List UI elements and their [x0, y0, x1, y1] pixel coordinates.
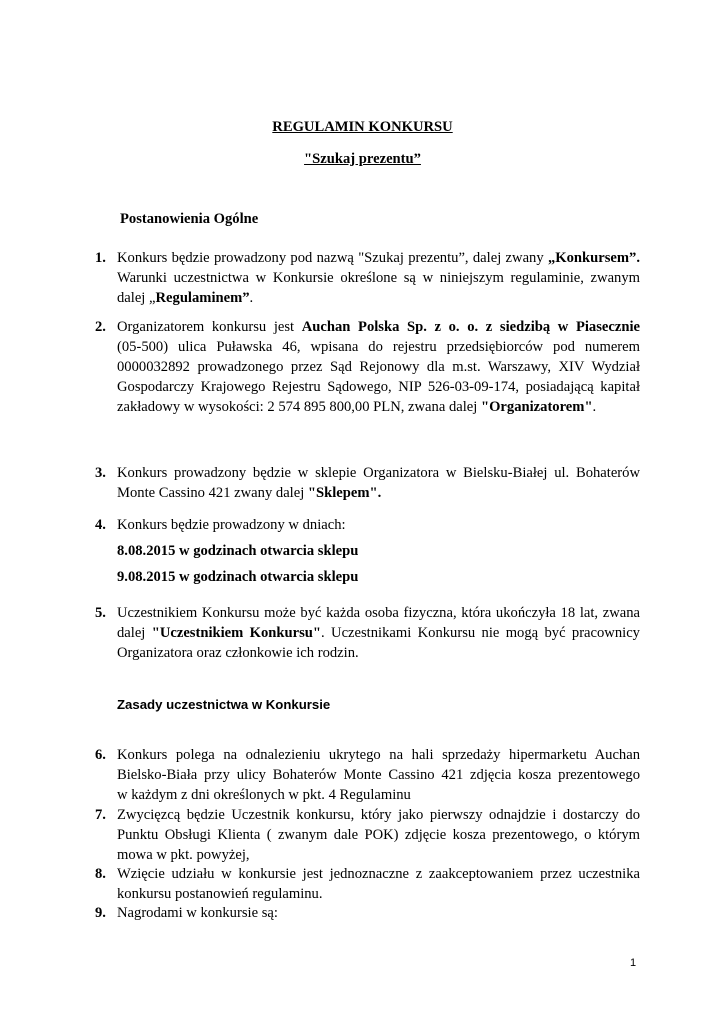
- item-number: 2.: [95, 319, 106, 335]
- item-text: Wzięcie udziału w konkursie jest jednoznaczne z zaakceptowaniem przez uczestnika: [117, 866, 640, 882]
- item-text: dalej „: [117, 290, 156, 306]
- item-text-bold: Auchan Polska Sp. z o. o. z siedzibą w Piasecznie: [301, 319, 640, 335]
- item-text: mowa w pkt. powyżej,: [117, 847, 250, 863]
- item-text: dalej: [117, 625, 152, 641]
- item-text-bold: Regulaminem”: [155, 290, 250, 306]
- item-text-bold: "Sklepem".: [307, 485, 382, 501]
- list-item-4: [95, 515, 640, 535]
- item-text: Gospodarczy Krajowego Rejestru Sądowego, NIP 526-03-09-174, posiadającą kapitał: [117, 379, 640, 395]
- list-item-5: [95, 603, 640, 663]
- item-text: Organizatora oraz członkowie ich rodzin.: [117, 645, 359, 661]
- section-heading-rules: Zasady uczestnictwa w Konkursie: [117, 697, 331, 712]
- list-item-3: [95, 463, 640, 503]
- section-heading-general: Postanowienia Ogólne: [120, 211, 259, 227]
- item-text-bold: „Konkursem”.: [547, 250, 640, 266]
- item-text: Nagrodami w konkursie są:: [117, 905, 278, 921]
- item-text: (05-500) ulica Puławska 46, wpisana do rejestru przedsiębiorców pod numerem: [117, 339, 640, 355]
- item-number: 1.: [95, 250, 106, 266]
- item-text-bold: "Uczestnikiem Konkursu": [151, 625, 322, 641]
- item-number: 4.: [95, 517, 106, 533]
- item-text: Organizatorem konkursu jest: [117, 319, 302, 335]
- item-text: zakładowy w wysokości: 2 574 895 800,00 PLN, zwana dalej: [117, 399, 481, 415]
- list-item-9: [95, 903, 640, 923]
- item-text: .: [249, 290, 254, 306]
- list-item-2: [95, 317, 640, 417]
- item-text: . Uczestnikami Konkursu nie mogą być pracownicy: [321, 625, 640, 641]
- date-line-2: 9.08.2015 w godzinach otwarcia sklepu: [117, 569, 359, 585]
- item-text-bold: "Organizatorem": [480, 399, 593, 415]
- item-text: Warunki uczestnictwa w Konkursie określone są w niniejszym regulaminie, zwanym: [117, 270, 640, 286]
- item-text: w każdym z dni określonych w pkt. 4 Regulaminu: [117, 787, 411, 803]
- item-text: Uczestnikiem Konkursu może być każda osoba fizyczna, która ukończyła 18 lat, zwana: [117, 605, 640, 621]
- document-title: REGULAMIN KONKURSU: [272, 119, 453, 135]
- list-item-7: [95, 805, 640, 865]
- item-number: 7.: [95, 807, 106, 823]
- item-text: Konkurs prowadzony będzie w sklepie Organizatora w Bielsku-Białej ul. Bohaterów: [117, 465, 640, 481]
- page-number: 1: [630, 957, 637, 969]
- item-number: 9.: [95, 905, 106, 921]
- item-number: 5.: [95, 605, 106, 621]
- item-text: Punktu Obsługi Klienta ( zwanym dale POK) zdjęcie kosza prezentowego, o którym: [117, 827, 640, 843]
- item-text: 0000032892 prowadzonego przez Sąd Rejonowy dla m.st. Warszawy, XIV Wydział: [117, 359, 640, 375]
- item-number: 6.: [95, 747, 106, 763]
- list-item-6: [95, 745, 640, 805]
- item-text: Konkurs będzie prowadzony pod nazwą "Szukaj prezentu”, dalej zwany: [117, 250, 548, 266]
- item-text: Monte Cassino 421 zwany dalej: [117, 485, 308, 501]
- item-text: Konkurs będzie prowadzony w dniach:: [117, 517, 346, 533]
- list-item-8: [95, 864, 640, 904]
- item-text: .: [592, 399, 597, 415]
- item-text: konkursu postanowień regulaminu.: [117, 886, 323, 902]
- list-item-1: [95, 248, 640, 308]
- document-subtitle: "Szukaj prezentu”: [304, 151, 421, 167]
- item-text: Bielsko-Biała przy ulicy Bohaterów Monte Cassino 421 zdjęcia kosza prezentowego: [117, 767, 640, 783]
- item-number: 8.: [95, 866, 106, 882]
- date-line-1: 8.08.2015 w godzinach otwarcia sklepu: [117, 543, 359, 559]
- item-text: Konkurs polega na odnalezieniu ukrytego na hali sprzedaży hipermarketu Auchan: [117, 747, 640, 763]
- item-number: 3.: [95, 465, 106, 481]
- item-text: Zwycięzcą będzie Uczestnik konkursu, który jako pierwszy odnajdzie i dostarczy do: [117, 807, 640, 823]
